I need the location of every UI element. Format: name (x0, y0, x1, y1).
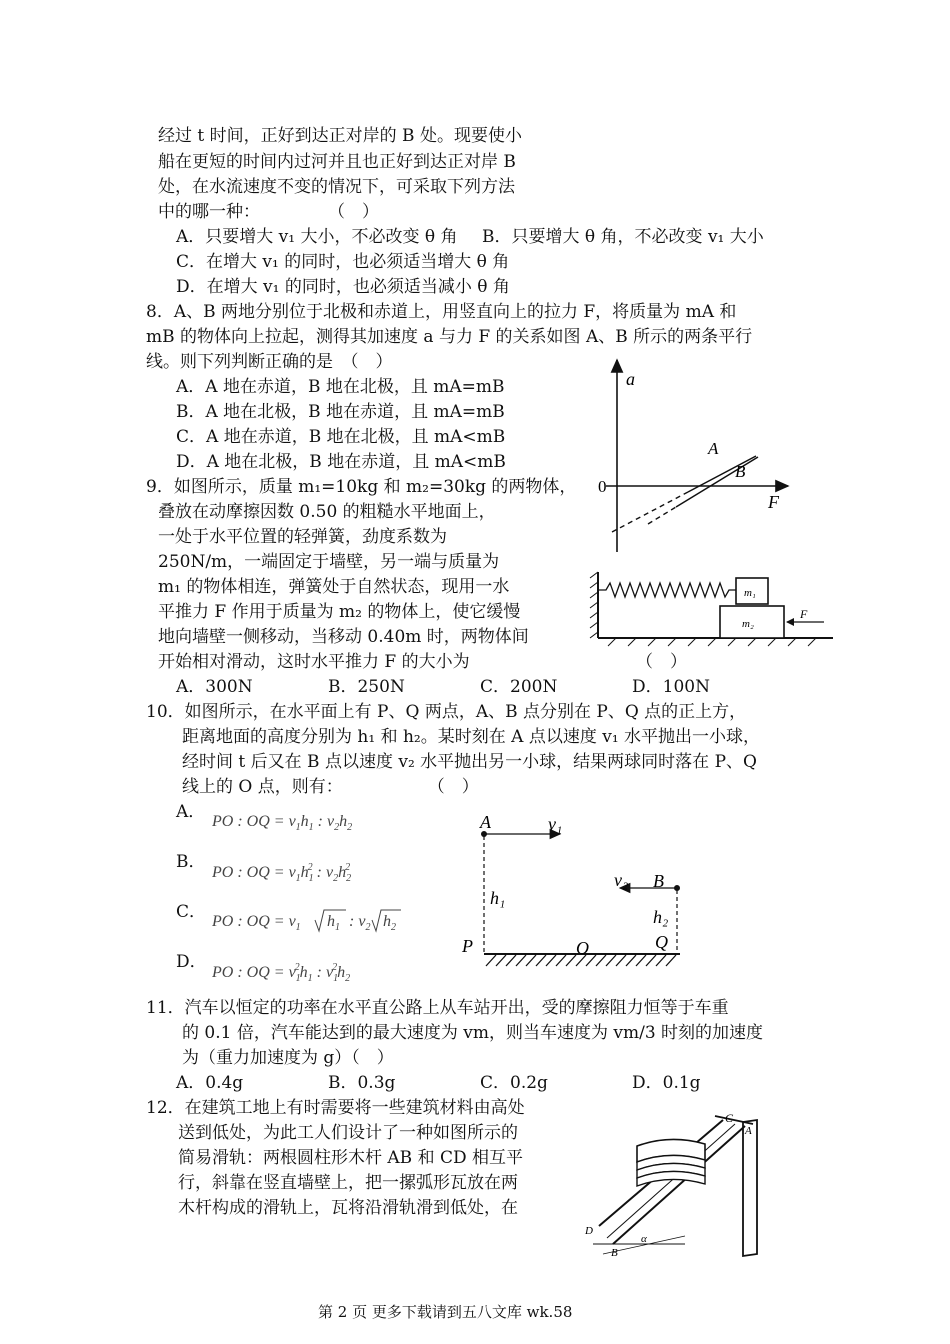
q10-label-h1: h₁ (490, 888, 506, 908)
q8-option-b: B．A 地在北极，B 地在赤道，且 mA=mB (176, 402, 505, 422)
q8-line-a (676, 457, 758, 507)
q9-line-2: 叠放在动摩擦因数 0.50 的粗糙水平地面上， (158, 502, 496, 522)
q10-label-h2: h₂ (653, 907, 669, 927)
svg-text:h2: $h_2$ (383, 913, 396, 933)
q10-option-d-formula (212, 956, 382, 986)
q9-spring (598, 583, 736, 597)
q9-option-c: C．200N (480, 677, 558, 697)
q9-line-6: 平推力 F 作用于质量为 m₂ 的物体上，使它缓慢 (158, 602, 521, 622)
q9-option-b: B．250N (328, 677, 405, 697)
q10-label-v1: v₁ (548, 814, 563, 834)
q12-line-4: 行，斜靠在竖直墙壁上，把一摞弧形瓦放在两 (178, 1173, 518, 1193)
q10-option-a-label: A． (176, 802, 206, 822)
q11-line-2: 的 0.1 倍，汽车能达到的最大速度为 vm，则当车速度为 vm/3 时刻的加速度 (182, 1023, 764, 1043)
q8-line-3: 线。则下列判断正确的是 （ ） (146, 352, 393, 372)
svg-text:PO : OQ = v1h1 : v2h2: PO : OQ = $v_1h_1$ : $v_2h_2$ (212, 813, 353, 833)
q7-option-c: C．在增大 v₁ 的同时，也必须适当增大 θ 角 (176, 252, 510, 272)
q10-line-4: 线上的 O 点，则有： （ ） (182, 777, 479, 797)
q8-line-b-dashed (612, 492, 688, 532)
q9-force-label: F (800, 607, 808, 621)
q10-line-2: 距离地面的高度分别为 h₁ 和 h₂。某时刻在 A 点以速度 v₁ 水平抛出一小球， (182, 727, 761, 747)
q8-f-label: F (768, 492, 779, 512)
q9-answer-paren: （ ） (636, 652, 687, 672)
q9-line-1: 9．如图所示，质量 m₁=10kg 和 m₂=30kg 的两物体， (146, 477, 577, 497)
q8-line-a-label: A (708, 439, 719, 458)
svg-text:: v2: : $v_2$ (349, 913, 371, 933)
q12-line-1: 12．在建筑工地上有时需要将一些建筑材料由高处 (146, 1098, 525, 1118)
q11-option-b: B．0.3g (328, 1073, 396, 1093)
svg-text:PO : OQ = v12h1 : v12h2: PO : OQ = $v_12h_1$ : $v_12h_2$ (212, 962, 351, 984)
q11-option-a: A．0.4g (176, 1073, 244, 1093)
q9-line-5: m₁ 的物体相连，弹簧处于自然状态，现用一水 (158, 577, 510, 597)
q9-line-4: 250N/m，一端固定于墙壁，另一端与质量为 (158, 552, 500, 572)
q12-line-5: 木杆构成的滑轨上，瓦将沿滑轨滑到低处，在 (178, 1198, 518, 1218)
q7-option-a: A．只要增大 v₁ 大小，不必改变 θ 角 (176, 227, 458, 247)
q8-option-a: A．A 地在赤道，B 地在北极，且 mA=mB (176, 377, 505, 397)
q9-ground-hatch (608, 638, 816, 646)
q7-line-3: 处，在水流速度不变的情况下，可采取下列方法 (158, 177, 515, 197)
q12-label-c: C (725, 1111, 734, 1125)
q10-projectile-figure (456, 806, 688, 974)
q8-line-a-dashed (648, 507, 676, 524)
q9-force-arrowhead (786, 618, 794, 626)
q8-a-label: a (626, 369, 635, 389)
q10-line-1: 10．如图所示，在水平面上有 P、Q 两点，A、B 点分别在 P、Q 点的正上方， (146, 702, 747, 722)
q10-option-a-formula (212, 808, 382, 834)
q11-line-3: 为（重力加速度为 g）（ ） (182, 1048, 394, 1068)
q10-option-d-label: D． (176, 952, 207, 972)
q9-m2-label: m₂ (742, 618, 754, 630)
page-footer: 第 2 页 更多下载请到五八文库 wk.58 (318, 1303, 573, 1321)
q9-spring-figure (588, 568, 838, 648)
q10-label-q: Q (655, 932, 668, 952)
q10-option-b-label: B． (176, 852, 206, 872)
q12-rail-figure (575, 1104, 775, 1276)
q9-option-d: D．100N (632, 677, 710, 697)
q8-line-2: mB 的物体向上拉起，测得其加速度 a 与力 F 的关系如图 A、B 所示的两条平行 (146, 327, 753, 347)
q12-line-3: 简易滑轨：两根圆柱形木杆 AB 和 CD 相互平 (178, 1148, 524, 1168)
q7-line-2: 船在更短的时间内过河并且也正好到达正对岸 B (158, 152, 516, 172)
q10-label-v2: v₂ (614, 870, 629, 890)
q7-line-4: 中的哪一种： （ ） (158, 202, 379, 222)
q12-label-b: B (611, 1247, 618, 1259)
q9-m1-label: m₁ (744, 587, 756, 599)
q12-line-2: 送到低处，为此工人们设计了一种如图所示的 (178, 1123, 518, 1143)
q8-line-b-label: B (735, 462, 746, 481)
svg-text:h1: $h_1$ (327, 913, 340, 933)
q11-option-d: D．0.1g (632, 1073, 701, 1093)
q9-line-8: 开始相对滑动，这时水平推力 F 的大小为 (158, 652, 470, 672)
svg-text:PO : OQ = v1: PO : OQ = $v_1$ (212, 913, 301, 933)
q8-option-c: C．A 地在赤道，B 地在北极，且 mA<mB (176, 427, 506, 447)
q8-option-d: D．A 地在北极，B 地在赤道，且 mA<mB (176, 452, 506, 472)
q9-option-a: A．300N (176, 677, 253, 697)
q8-af-graph (588, 352, 798, 554)
q10-label-p: P (462, 936, 473, 956)
q10-label-o: O (576, 938, 589, 958)
q9-line-3: 一处于水平位置的轻弹簧，劲度系数为 (158, 527, 447, 547)
q7-line-1: 经过 t 时间，正好到达正对岸的 B 处。现要使小 (158, 126, 522, 146)
q7-option-b: B．只要增大 θ 角，不必改变 v₁ 大小 (482, 227, 764, 247)
svg-text:PO : OQ = v1h12 : v2h22: PO : OQ = $v_1h_12$ : $v_2h_22$ (212, 862, 352, 884)
q12-wall (743, 1120, 757, 1256)
q12-label-alpha: α (641, 1233, 647, 1245)
q10-option-b-formula (212, 856, 382, 886)
q12-label-d: D (585, 1225, 593, 1237)
q8-line-1: 8．A、B 两地分别位于北极和赤道上，用竖直向上的拉力 F，将质量为 mA 和 (146, 302, 737, 322)
q9-wall-hatch (590, 572, 598, 638)
q11-option-c: C．0.2g (480, 1073, 548, 1093)
q9-line-7: 地向墙壁一侧移动，当移动 0.40m 时，两物体间 (158, 627, 529, 647)
q12-label-a: A (745, 1125, 752, 1137)
q7-option-d: D．在增大 v₁ 的同时，也必须适当减小 θ 角 (176, 277, 510, 297)
q8-origin-label: 0 (598, 477, 607, 496)
q10-option-c-formula (212, 904, 402, 936)
q10-label-b: B (653, 871, 664, 891)
q10-option-c-label: C． (176, 902, 207, 922)
q10-label-a: A (480, 812, 491, 832)
q10-line-3: 经时间 t 后又在 B 点以速度 v₂ 水平抛出另一小球，结果两球同时落在 P、Q (182, 752, 757, 772)
q11-line-1: 11．汽车以恒定的功率在水平直公路上从车站开出，受的摩擦阻力恒等于车重 (146, 998, 729, 1018)
